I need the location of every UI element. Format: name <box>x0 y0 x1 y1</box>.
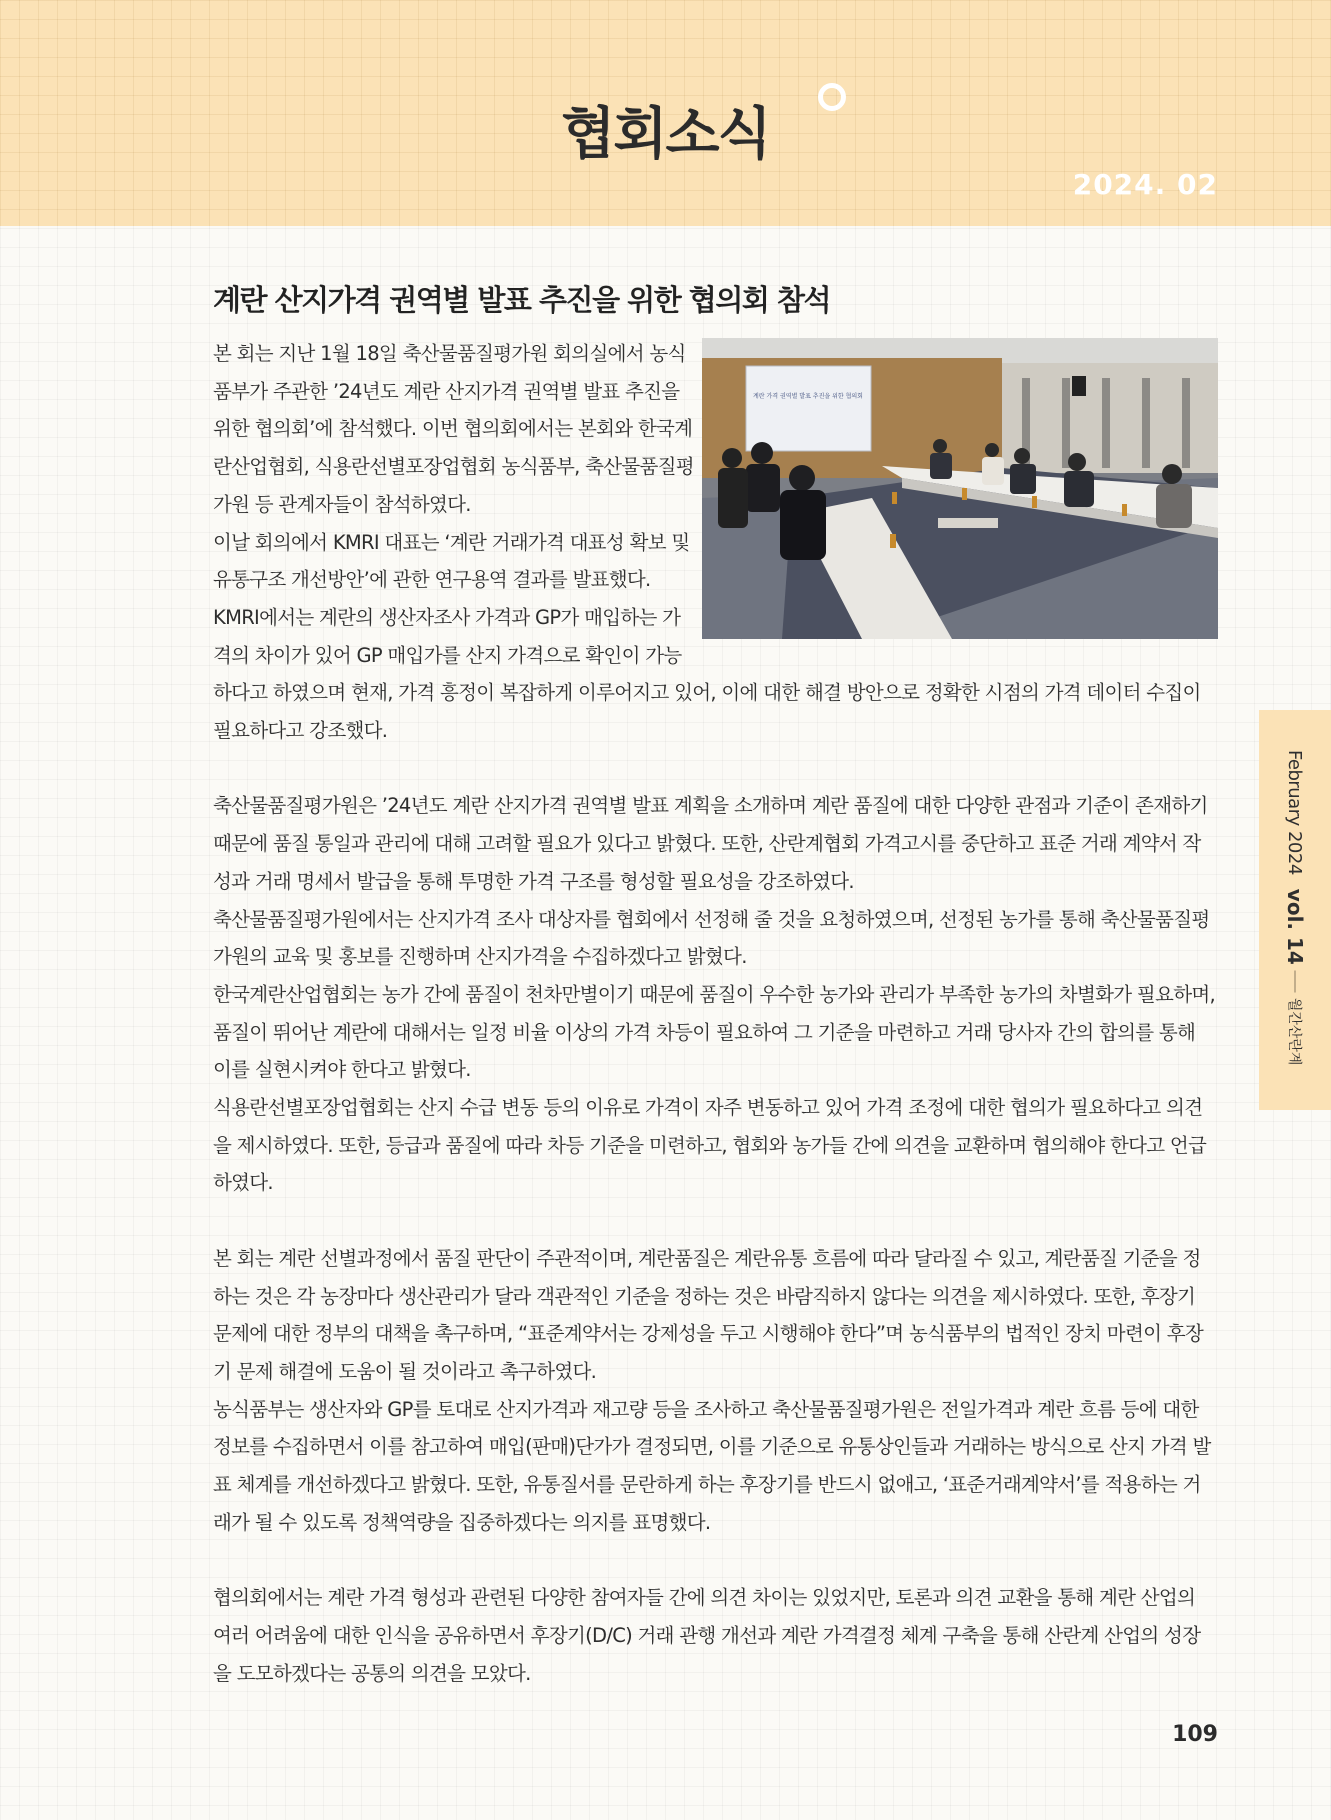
photo-wrap-spacer <box>698 335 1218 637</box>
paragraph: 이날 회의에서 KMRI 대표는 ‘계란 거래가격 대표성 확보 및 유통구조 개선방안’에 관한 연구용역 결과를 발표했다. KMRI에서는 계란의 생산자조사 가격과 GP가 매입하는 가격의 차이가 있어 GP 매입가를 산지 가격으로 확인이 가능하다고 하였으며 현재, 가격 흥정이 복잡하게 이루어지고 있어, 이에 대한 해결 방안으로 정확한 시점의 가격 데이터 수집이 필요하다고 강조했다. <box>213 530 1201 743</box>
paragraph-gap <box>213 1202 1218 1240</box>
side-tab-label <box>1283 750 1307 1065</box>
page-number: 109 <box>1172 1722 1218 1747</box>
tab-divider <box>1295 970 1296 992</box>
article-title: 계란 산지가격 권역별 발표 추진을 위한 협의회 참석 <box>213 283 830 317</box>
paragraph: 본 회는 계란 선별과정에서 품질 판단이 주관적이며, 계란품질은 계란유통 흐름에 따라 달라질 수 있고, 계란품질 기준을 정하는 것은 각 농장마다 생산관리가 달라 객관적인 기준을 정하는 것은 바람직하지 않다는 의견을 제시하였다. 또한, 후장기 문제에 대한 정부의 대책을 촉구하며, “표준계약서는 강제성을 두고 시행해야 한다”며 농식품부의 법적인 장치 마련이 후장기 문제 해결에 도움이 될 것이라고 촉구하였다. <box>213 1246 1203 1383</box>
issue-date: 2024. 02 <box>1072 168 1218 201</box>
tab-volume: vol. 14 <box>1283 888 1307 965</box>
paragraph: 식용란선별포장업협회는 산지 수급 변동 등의 이유로 가격이 자주 변동하고 있어 가격 조정에 대한 협의가 필요하다고 의견을 제시하였다. 또한, 등급과 품질에 따라 차등 기준을 미련하고, 협회와 농가들 간에 의견을 교환하며 협의해야 한다고 언급하였다. <box>213 1096 1207 1195</box>
section-title: 협회소식 <box>561 102 770 167</box>
circle-ornament-icon <box>818 83 846 111</box>
paragraph: 협의회에서는 계란 가격 형성과 관련된 다양한 참여자들 간에 의견 차이는 있었지만, 토론과 의견 교환을 통해 계란 산업의 여러 어려움에 대한 인식을 공유하면서 후장기(D/C) 거래 관행 개선과 계란 가격결정 체계 구축을 통해 산란계 산업의 성장을 도모하겠다는 공통의 의견을 모았다. <box>213 1586 1201 1685</box>
article-body <box>213 335 1218 1692</box>
side-tab <box>1259 710 1331 1110</box>
tab-month: February 2024 <box>1284 750 1306 875</box>
header-band <box>0 0 1331 226</box>
tab-magazine-name: 월간산란계 <box>1286 997 1302 1066</box>
paragraph: 농식품부는 생산자와 GP를 토대로 산지가격과 재고량 등을 조사하고 축산물품질평가원은 전일가격과 계란 흐름 등에 대한 정보를 수집하면서 이를 참고하여 매입(판매)단가가 결정되면, 이를 기준으로 유통상인들과 거래하는 방식으로 산지 가격 발표 체계를 개선하겠다고 밝혔다. 또한, 유통질서를 문란하게 하는 후장기를 반드시 없애고, ‘표준거래계약서’를 적용하는 거래가 될 수 있도록 정책역량을 집중하겠다는 의지를 표명했다. <box>213 1397 1211 1534</box>
paragraph-gap <box>213 750 1218 788</box>
paragraph: 한국계란산업협회는 농가 간에 품질이 천차만별이기 때문에 품질이 우수한 농가와 관리가 부족한 농가의 차별화가 필요하며, 품질이 뛰어난 계란에 대해서는 일정 비율 이상의 가격 차등이 필요하여 그 기준을 마련하고 거래 당사자 간의 합의를 통해 이를 실현시켜야 한다고 밝혔다. <box>213 982 1215 1082</box>
projector-screen-text: 계란 가격 권역별 발표 추진을 위한 협의회 <box>753 393 863 400</box>
paragraph: 축산물품질평가원은 ’24년도 계란 산지가격 권역별 발표 계획을 소개하며 계란 품질에 대한 다양한 관점과 기준이 존재하기 때문에 품질 통일과 관리에 대해 고려할 필요가 있다고 밝혔다. 또한, 산란계협회 가격고시를 중단하고 표준 거래 계약서 작성과 거래 명세서 발급을 통해 투명한 가격 구조를 형성할 필요성을 강조하였다. <box>213 794 1208 893</box>
paragraph: 본 회는 지난 1월 18일 축산물품질평가원 회의실에서 농식품부가 주관한 ’24년도 계란 산지가격 권역별 발표 추진을 위한 협의회’에 참석했다. 이번 협의회에서는 본회와 한국계란산업협회, 식용란선별포장업협회 농식품부, 축산물품질평가원 등 관계자들이 참석하였다. <box>213 342 694 516</box>
paragraph-gap <box>213 1541 1218 1579</box>
paragraph: 축산물품질평가원에서는 산지가격 조사 대상자를 협회에서 선정해 줄 것을 요청하였으며, 선정된 농가를 통해 축산물품질평가원의 교육 및 홍보를 진행하며 산지가격을 수집하겠다고 밝혔다. <box>213 907 1210 969</box>
